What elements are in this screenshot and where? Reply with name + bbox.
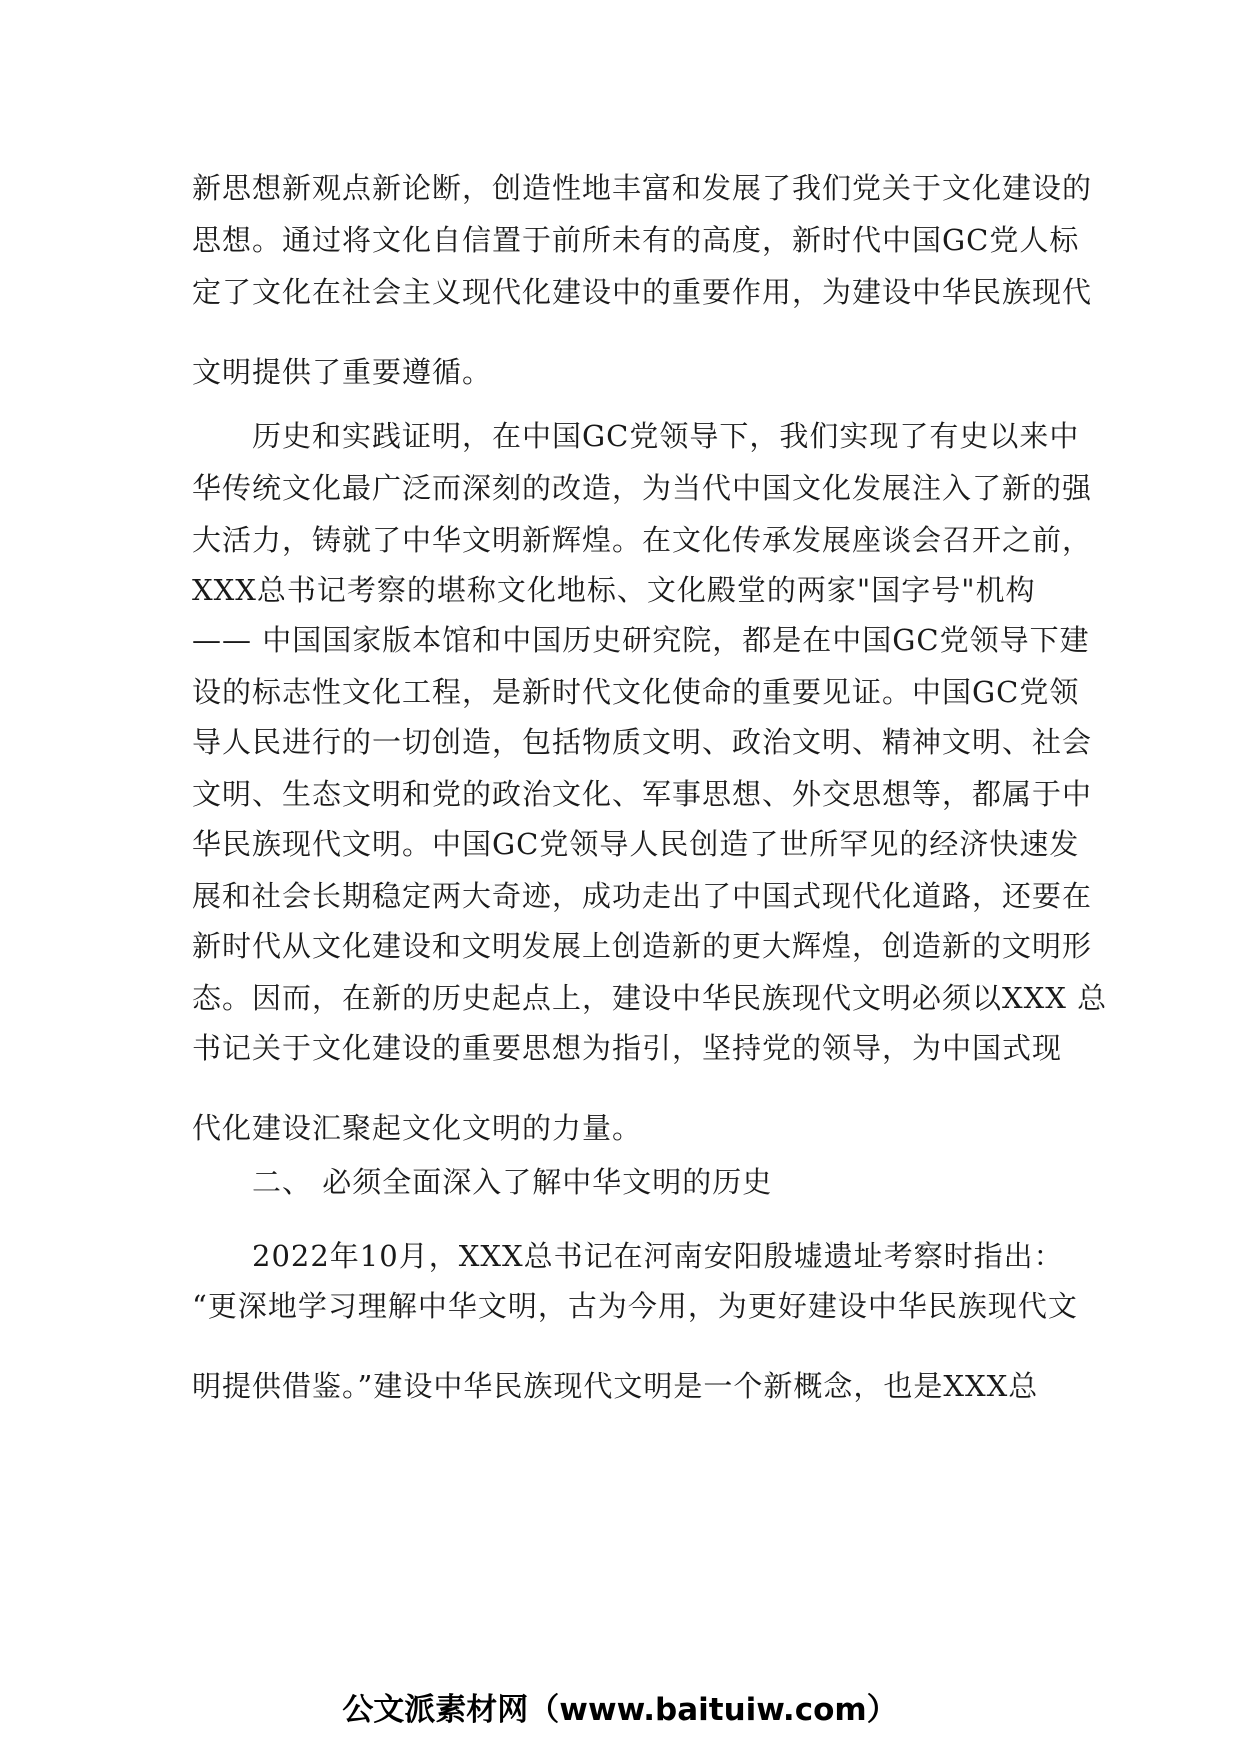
body-text-line: XXX总书记考察的堪称文化地标、文化殿堂的两家"国字号"机构: [192, 573, 1036, 607]
body-text-line: 定了文化在社会主义现代化建设中的重要作用，为建设中华民族现代: [192, 275, 1093, 309]
body-text-line: 代化建设汇聚起文化文明的力量。: [192, 1111, 643, 1145]
body-text-line: —— 中国国家版本馆和中国历史研究院，都是在中国GC党领导下建: [192, 623, 1090, 657]
body-text-line: 历史和实践证明，在中国GC党领导下，我们实现了有史以来中: [192, 419, 1080, 453]
body-text-line: 华传统文化最广泛而深刻的改造，为当代中国文化发展注入了新的强: [192, 471, 1093, 505]
body-text-line: 书记关于文化建设的重要思想为指引，坚持党的领导，为中国式现: [192, 1031, 1063, 1065]
body-text-line: 思想。通过将文化自信置于前所未有的高度，新时代中国GC党人标: [192, 223, 1080, 257]
footer-watermark: 公文派素材网（www.baituiw.com）: [342, 1692, 898, 1728]
body-text-line: 新时代从文化建设和文明发展上创造新的更大辉煌，创造新的文明形: [192, 929, 1093, 963]
body-text-line: 设的标志性文化工程，是新时代文化使命的重要见证。中国GC党领: [192, 675, 1080, 709]
body-text-line: 导人民进行的一切创造，包括物质文明、政治文明、精神文明、社会: [192, 725, 1093, 759]
body-text-line: 新思想新观点新论断，创造性地丰富和发展了我们党关于文化建设的: [192, 171, 1093, 205]
section-heading: 二、 必须全面深入了解中华文明的历史: [192, 1165, 773, 1199]
body-text-line: 华民族现代文明。中国GC党领导人民创造了世所罕见的经济快速发: [192, 827, 1080, 861]
body-text-line: 文明、生态文明和党的政治文化、军事思想、外交思想等，都属于中: [192, 777, 1093, 811]
body-text-line: 展和社会长期稳定两大奇迹，成功走出了中国式现代化道路，还要在: [192, 879, 1093, 913]
body-text-line: 明提供借鉴。”建设中华民族现代文明是一个新概念，也是XXX总: [192, 1369, 1039, 1403]
body-text-line: “更深地学习理解中华文明，古为今用，为更好建设中华民族现代文: [192, 1289, 1078, 1323]
body-text-line: 文明提供了重要遵循。: [192, 355, 493, 389]
body-text-line: 大活力，铸就了中华文明新辉煌。在文化传承发展座谈会召开之前，: [192, 523, 1093, 557]
body-text-line: 态。因而，在新的历史起点上，建设中华民族现代文明必须以XXX 总: [192, 981, 1108, 1015]
body-text-line: 2022年10月，XXX总书记在河南安阳殷墟遗址考察时指出：: [192, 1239, 1064, 1273]
